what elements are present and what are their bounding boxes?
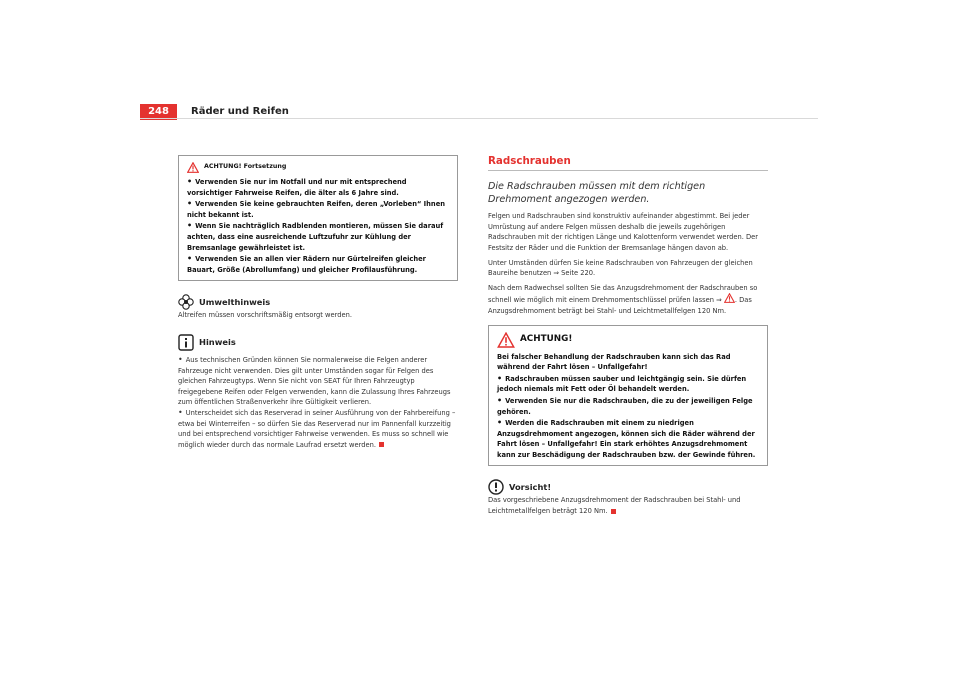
- bullet: •: [497, 373, 503, 383]
- caution-text-body: Das vorgeschriebene Anzugsdrehmoment der Radschrauben bei Stahl- und Leichtmetallfelgen beträgt 120 Nm.: [488, 496, 741, 516]
- section-rule: [488, 170, 768, 171]
- warning-triangle-icon: [497, 332, 515, 348]
- bullet: •: [187, 199, 193, 209]
- warning-intro: Bei falscher Behandlung der Radschrauben kann sich das Rad während der Fahrt lösen – Unfallgefahr!: [497, 352, 731, 372]
- torque-text-after: . Das Anzugsdrehmoment beträgt bei Stahl- und Leichtmetallfelgen 120 Nm.: [488, 296, 752, 315]
- list-item: [187, 177, 452, 198]
- left-column: [178, 155, 458, 450]
- environment-note-text: Altreifen müssen vorschriftsmäßig entsorgt werden.: [178, 311, 352, 320]
- caution-header: [488, 479, 768, 495]
- warning-box: [488, 325, 768, 467]
- bullet: •: [178, 407, 183, 417]
- list-item: [497, 396, 762, 417]
- list-item-text: Verwenden Sie keine gebrauchten Reifen, deren „Vorleben“ Ihnen nicht bekannt ist.: [187, 200, 445, 219]
- exclamation-circle-icon: [488, 479, 504, 495]
- caution-text: [488, 495, 768, 516]
- caution-title: Vorsicht!: [509, 482, 552, 493]
- end-marker: [379, 442, 384, 447]
- page-number: 248: [140, 104, 177, 120]
- paragraph-torque: [488, 283, 768, 317]
- bullet: •: [497, 418, 503, 428]
- hint-title: Hinweis: [199, 337, 236, 348]
- flower-icon: [178, 294, 194, 310]
- header-rule: [140, 118, 818, 119]
- note-icon: [178, 334, 194, 351]
- bullet: •: [187, 254, 193, 264]
- hint-text: Unterscheidet sich das Reserverad in seiner Ausführung von der Fahrbereifung – etwa bei Winterreifen – so dürfen Sie das Reserverad nur im Pannenfall kurzzeitig und bei entsprechend vorsichtiger Fahrweise verwenden. Es muss so schnell wie möglich wieder durch das normale Laufrad ersetzt werden.: [178, 408, 456, 449]
- list-item: [497, 374, 762, 395]
- section-subtitle: Die Radschrauben müssen mit dem richtigen Drehmoment angezogen werden.: [488, 181, 706, 205]
- list-item: [178, 408, 458, 450]
- warning-box-title: ACHTUNG! Fortsetzung: [204, 163, 287, 171]
- bullet: •: [187, 221, 193, 231]
- warning-triangle-icon: [724, 293, 735, 303]
- right-column: [488, 155, 768, 517]
- hint-header: [178, 334, 458, 351]
- running-title: Räder und Reifen: [191, 106, 289, 117]
- warning-box-header: [497, 332, 762, 348]
- list-item-text: Radschrauben müssen sauber und leichtgängig sein. Sie dürfen jedoch niemals mit Fett oder Öl behandelt werden.: [497, 374, 747, 394]
- warning-box-continued: [178, 155, 458, 281]
- bullet: •: [187, 177, 193, 186]
- list-item: [497, 418, 762, 460]
- list-item: [187, 199, 452, 220]
- list-item-text: Verwenden Sie an allen vier Rädern nur Gürtelreifen gleicher Bauart, Größe (Abrollumfang) und gleicher Profilausführung.: [187, 255, 426, 274]
- environment-note-title: Umwelthinweis: [199, 297, 271, 308]
- paragraph: Felgen und Radschrauben sind konstruktiv aufeinander abgestimmt. Bei jeder Umrüstung auf andere Felgen müssen deshalb die jeweils zugehörigen Radschrauben mit der richtigen Länge und Kalottenform verwendet werden. Der Festsitz der Räder und die Funktion der Bremsanlage hängen davon ab.: [488, 212, 758, 252]
- warning-triangle-icon: [187, 162, 199, 173]
- end-marker: [611, 509, 616, 514]
- list-item: [187, 254, 452, 275]
- warning-box-title: ACHTUNG!: [520, 334, 573, 345]
- hint-text: Aus technischen Gründen können Sie normalerweise die Felgen anderer Fahrzeuge nicht verwenden. Dies gilt unter Umständen sogar für Felgen des gleichen Fahrzeugtyps. Wenn Sie nicht von SEAT für Ihren Fahrzeugtyp freigegebene Reifen oder Felgen verwenden, kann die Zulassung Ihres Fahrzeugs zum öffentlichen Straßenverkehr ihre Gültigkeit verlieren.: [178, 355, 451, 407]
- list-item-text: Werden die Radschrauben mit einem zu niedrigen Anzugsdrehmoment angezogen, können sich die Räder während der Fahrt lösen – Unfallgefahr! Ein stark erhöhtes Anzugsdrehmoment kann zur Beschädigung der Radschrauben bzw. der Gewinde führen.: [497, 419, 756, 459]
- section-title: Radschrauben: [488, 155, 571, 167]
- list-item: [178, 355, 458, 408]
- environment-note-header: [178, 294, 458, 310]
- paragraph: Unter Umständen dürfen Sie keine Radschrauben von Fahrzeugen der gleichen Baureihe benutzen ⇒ Seite 220.: [488, 258, 753, 278]
- list-item: [187, 221, 452, 253]
- list-item-text: Verwenden Sie nur die Radschrauben, die zu der jeweiligen Felge gehören.: [497, 396, 753, 416]
- torque-text-before: Nach dem Radwechsel sollten Sie das Anzugsdrehmoment der Radschrauben so schnell wie möglich mit einem Drehmomentschlüssel prüfen lassen ⇒: [488, 283, 758, 305]
- bullet: •: [178, 354, 183, 364]
- list-item-text: Wenn Sie nachträglich Radblenden montieren, müssen Sie darauf achten, dass eine ausreichende Luftzufuhr zur Kühlung der Bremsanlage gewährleistet ist.: [187, 222, 444, 252]
- bullet: •: [497, 395, 503, 405]
- list-item-text: Verwenden Sie nur im Notfall und nur mit entsprechend vorsichtiger Fahrweise Reifen, die älter als 6 Jahre sind.: [187, 178, 407, 197]
- warning-box-header: [187, 162, 452, 173]
